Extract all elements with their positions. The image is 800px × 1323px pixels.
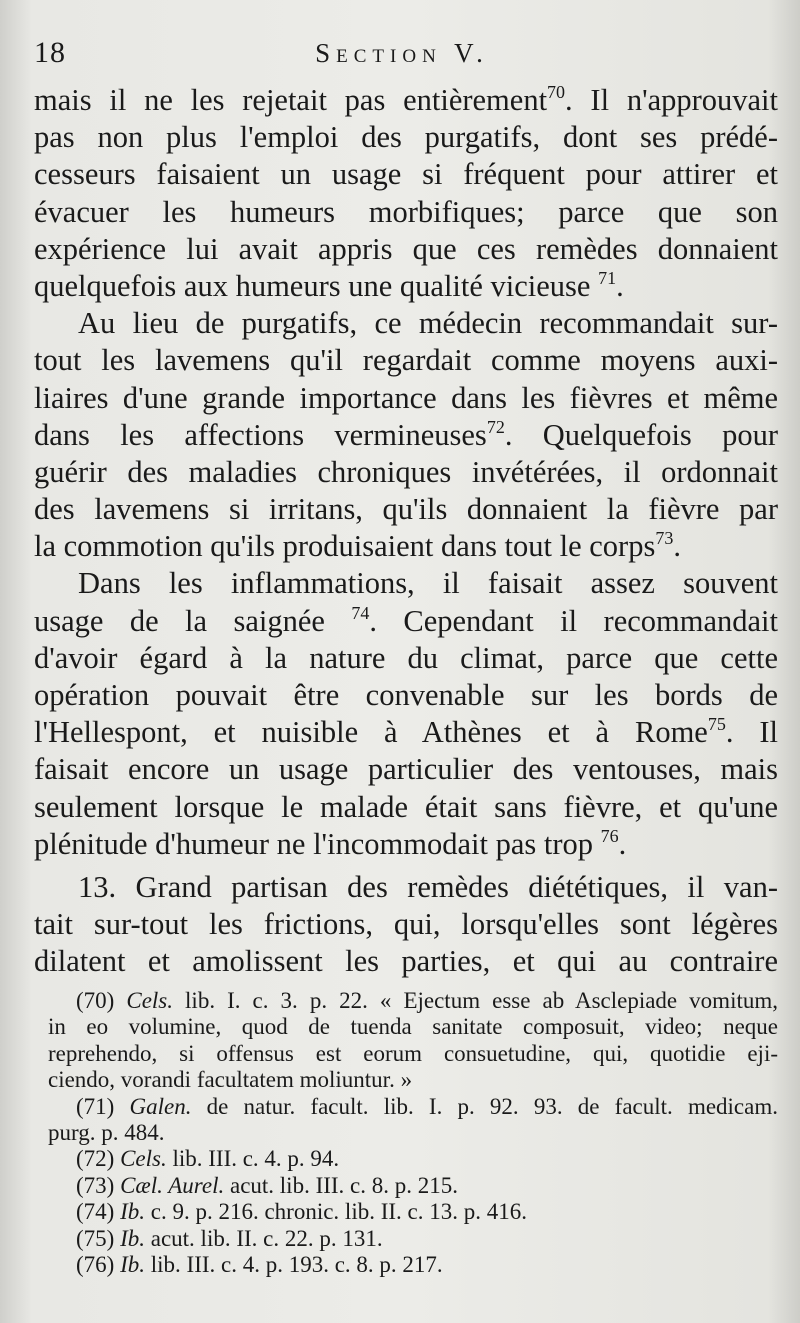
text-line: tout les lavemens qu'il regardait comme moyens auxi- [34,343,778,378]
footnote-line: reprehendo, si offensus est eorum consuetudine, qui, quotidie eji- [48,1040,778,1066]
text-line: guérir des maladies chroniques invétérées, il ordonnait [34,454,778,489]
footnote-ref[interactable]: 74 [351,602,370,623]
footnote-ref[interactable]: 73 [655,528,674,549]
main-text [34,82,778,981]
footnote-ref[interactable]: 76 [600,825,619,846]
text-line: dilatent et amolissent les parties, et qui au contraire [34,944,778,979]
text-line: dans les affections vermineuses$^{72}$. Quelquefois pour [34,416,779,452]
text-line: 13. Grand partisan des remèdes diététiques, il van- [78,869,778,904]
text-line: Dans les inflammations, il faisait assez souvent [78,566,778,601]
text-line: cesseurs faisaient un usage si fréquent pour attirer et [34,157,778,192]
footnote-71: (71) Galen. de natur. facult. lib. I. p. 92. 93. de facult. medicam. [76,1093,778,1119]
text-line: opération pouvait être convenable sur les bords de [34,678,778,712]
text-line: évacuer les humeurs morbifiques; parce que son [34,194,778,229]
text-line: Au lieu de purgatifs, ce médecin recommandait sur- [78,306,778,341]
text-line: des lavemens si irritans, qu'ils donnaient la fièvre par [34,492,778,527]
footnote-76: (76) Ib. lib. III. c. 4. p. 193. c. 8. p. 217. [76,1251,443,1277]
footnote-70: (70) Cels. lib. I. c. 3. p. 22. « Ejectum esse ab Asclepiade vomitum, [76,988,778,1013]
page-header [34,36,770,76]
text-line: l'Hellespont, et nuisible à Athènes et à Rome$^{75}$. Il [34,714,778,750]
text-line: pas non plus l'emploi des purgatifs, dont ses prédé- [34,120,778,155]
footnote-ref[interactable]: 70 [547,82,566,102]
footnote-74: (74) Ib. c. 9. p. 216. chronic. lib. II. c. 13. p. 416. [76,1199,527,1225]
footnote-72: (72) Cels. lib. III. c. 4. p. 94. [76,1146,340,1172]
text-line: seulement lorsque le malade était sans fièvre, et qu'une [34,789,778,824]
text-line: tait sur-tout les frictions, qui, lorsqu'elles sont légères [34,907,778,942]
text-line: d'avoir égard à la nature du climat, parce que cette [34,640,778,675]
footnote-ref[interactable]: 75 [707,714,726,735]
running-head: Section V. [315,38,489,68]
text-line: liaires d'une grande importance dans les fièvres et même [34,380,778,415]
footnote-line: in eo volumine, quod de tuenda sanitate composuit, video; neque [48,1014,778,1040]
text-line: mais il ne les rejetait pas entièrement$^{70}$. Il n'approuvait [34,82,778,117]
footnote-75: (75) Ib. acut. lib. II. c. 22. p. 131. [76,1225,383,1251]
page-number: 18 [34,36,66,69]
footnote-ref[interactable]: 72 [486,416,505,437]
footnote-line: purg. p. 484. [48,1119,165,1145]
text-line: usage de la saignée $^{74}$. Cependant il recommandait [34,602,778,638]
footnotes [48,988,778,1278]
footnote-ref[interactable]: 71 [598,267,617,288]
text-line: expérience lui avait appris que ces remèdes donnaient [34,231,778,266]
footnote-73: (73) Cæl. Aurel. acut. lib. III. c. 8. p. 215. [76,1172,459,1198]
text-line: faisait encore un usage particulier des ventouses, mais [34,752,778,787]
footnote-line: ciendo, vorandi facultatem moliuntur. » [48,1067,413,1093]
text-line: la commotion qu'ils produisaient dans tout le corps$^{73}$. [34,528,681,564]
text-line: quelquefois aux humeurs une qualité vicieuse $^{71}$. [34,267,624,303]
text-line: plénitude d'humeur ne l'incommodait pas trop $^{76}$. [34,825,627,861]
